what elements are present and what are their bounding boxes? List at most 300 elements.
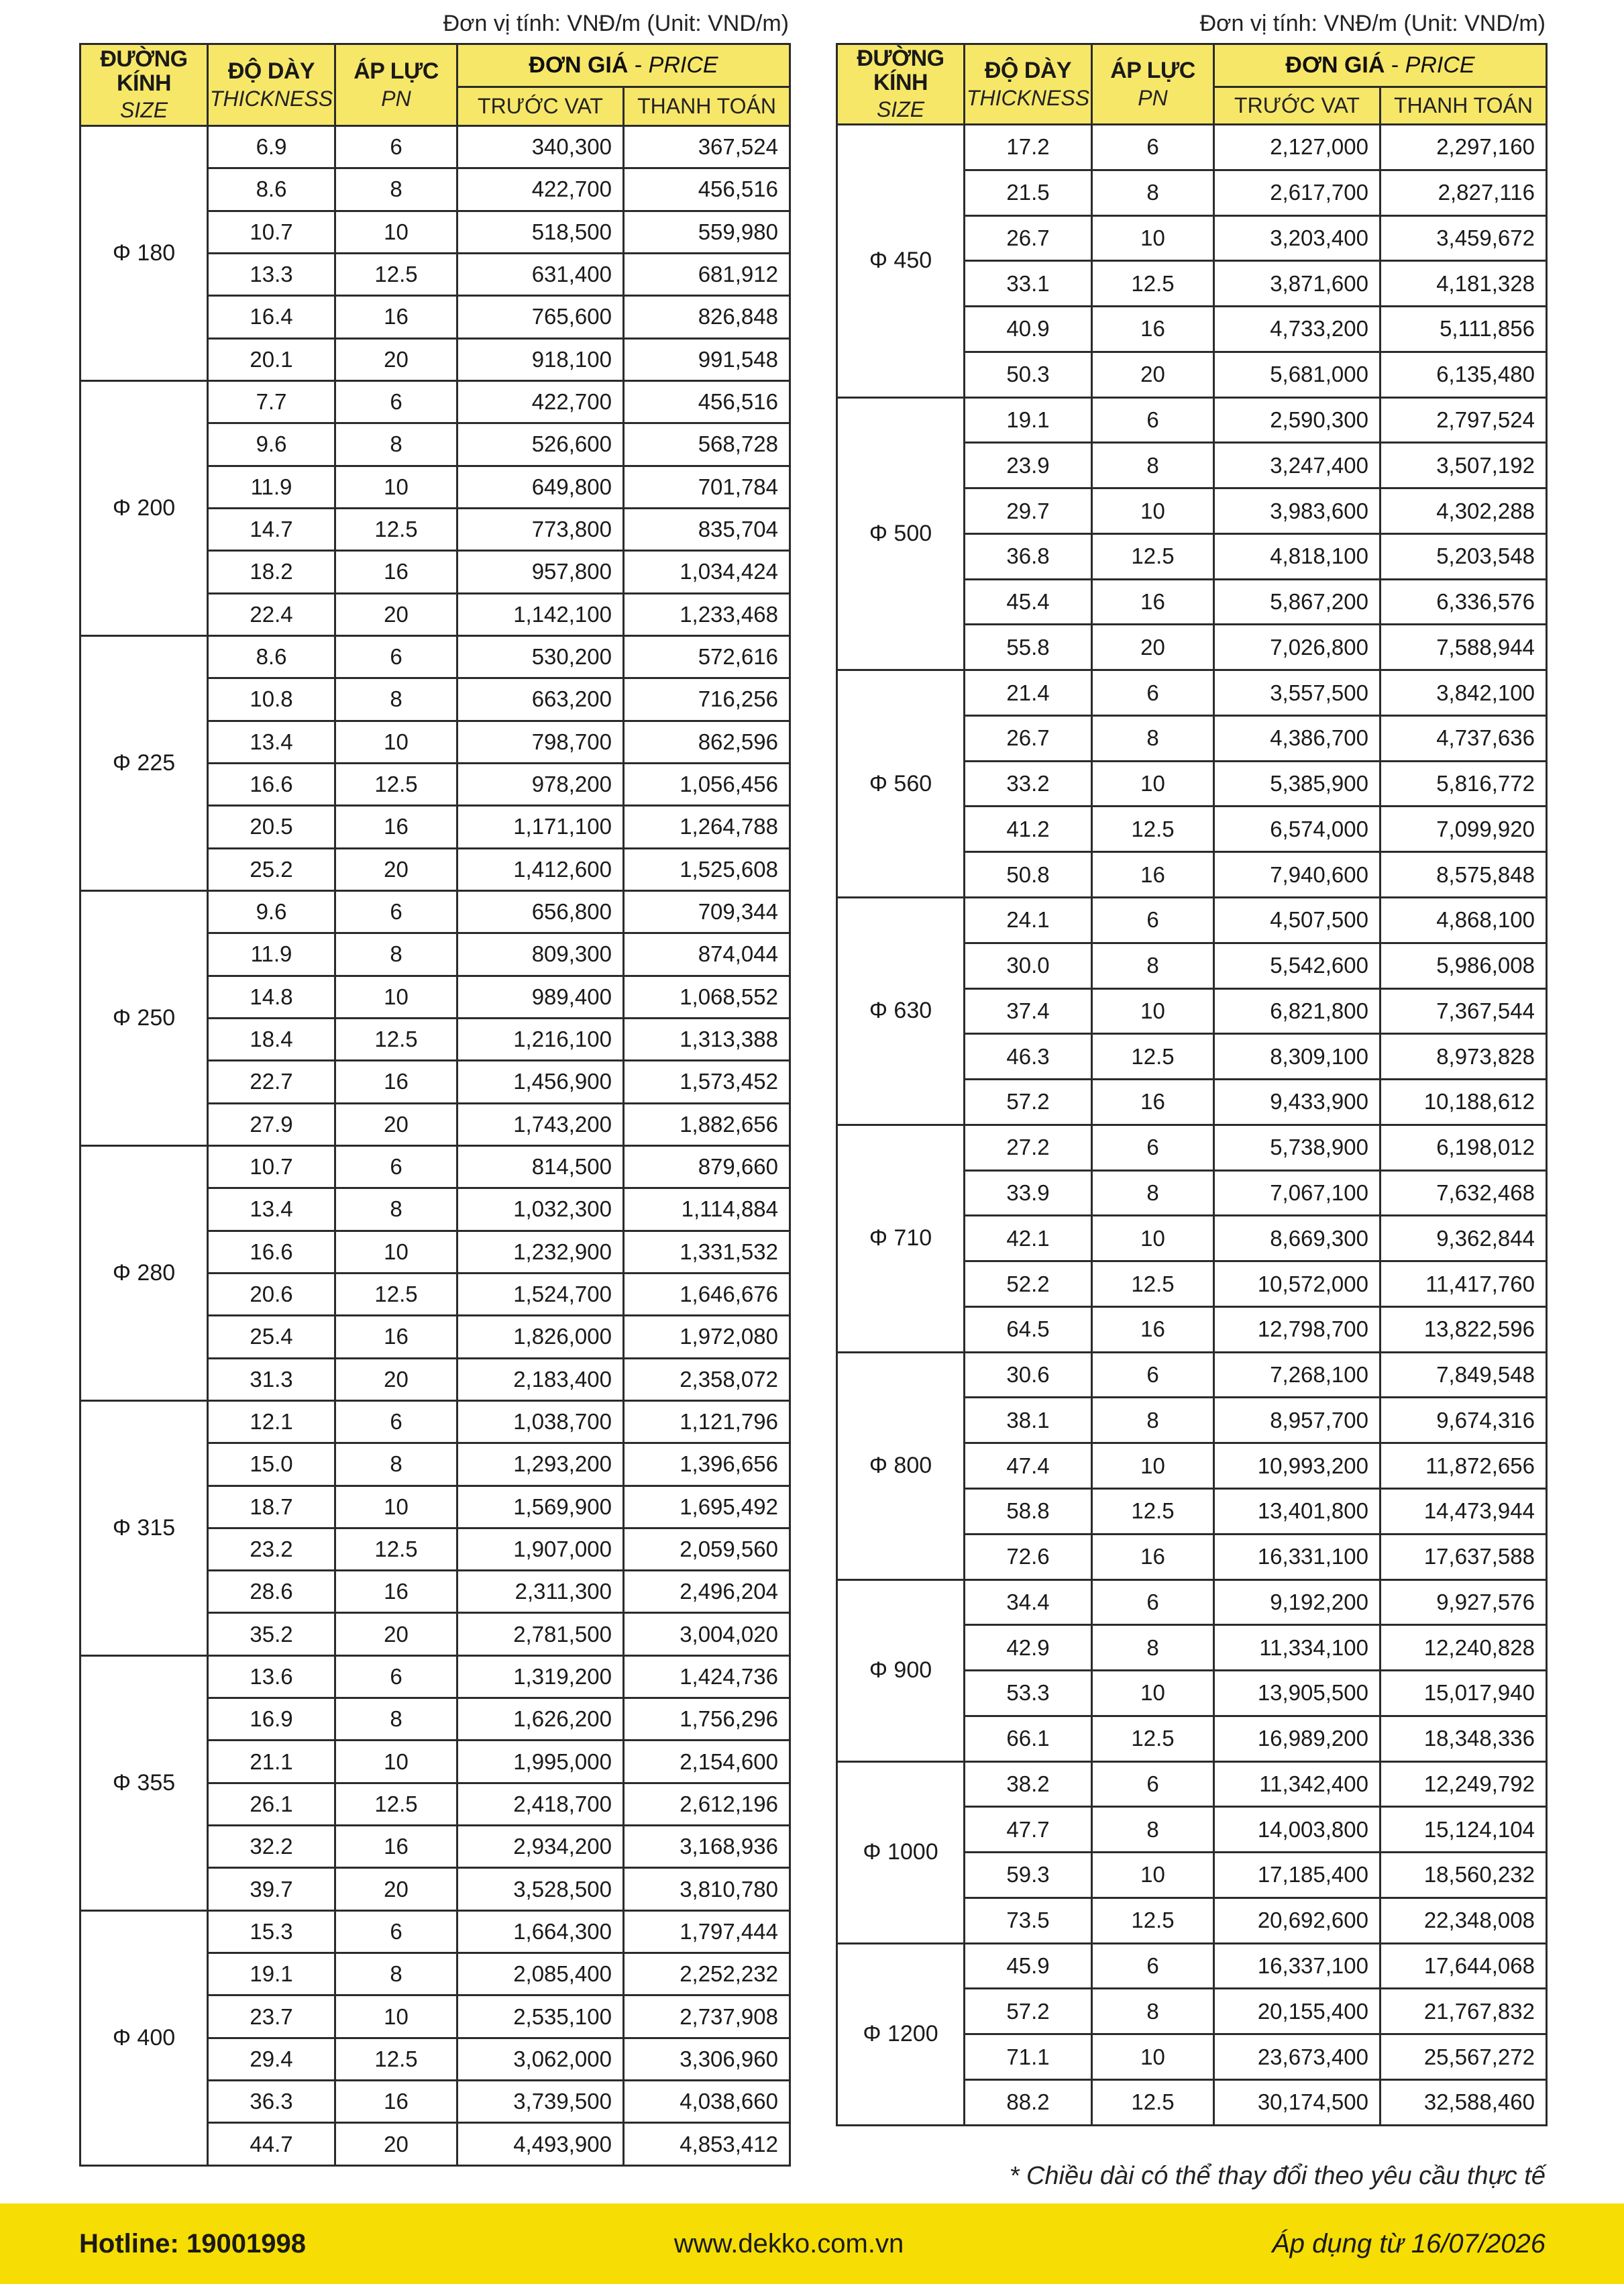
pressure-cell: 12.5 [1092,261,1214,307]
thickness-cell: 50.3 [965,352,1092,397]
pressure-cell: 6 [1092,1943,1214,1989]
price-before-vat-cell: 7,026,800 [1214,625,1381,670]
price-total-cell: 6,336,576 [1381,579,1547,625]
price-before-vat-cell: 989,400 [457,976,624,1018]
price-before-vat-cell: 8,669,300 [1214,1216,1381,1261]
price-total-cell: 3,168,936 [624,1826,790,1868]
pressure-cell: 6 [1092,397,1214,443]
price-total-cell: 3,004,020 [624,1613,790,1655]
price-before-vat-cell: 422,700 [457,168,624,211]
thickness-cell: 13.4 [208,1188,335,1231]
header-pressure-vn: ÁP LỰC [1110,57,1195,83]
pressure-cell: 8 [1092,1625,1214,1671]
price-before-vat-cell: 16,337,100 [1214,1943,1381,1989]
price-before-vat-cell: 1,907,000 [457,1528,624,1570]
table-row [837,1579,1547,1625]
thickness-cell: 10.7 [208,211,335,253]
pressure-cell: 8 [1092,943,1214,988]
price-total-cell: 1,313,388 [624,1018,790,1060]
price-before-vat-cell: 1,569,900 [457,1486,624,1528]
price-total-cell: 7,367,544 [1381,988,1547,1034]
price-total-cell: 17,637,588 [1381,1534,1547,1579]
pressure-cell: 6 [335,635,457,678]
pressure-cell: 8 [335,1443,457,1486]
header-thickness-en: THICKNESS [209,86,333,111]
price-total-cell: 862,596 [624,721,790,763]
price-total-cell: 12,249,792 [1381,1761,1547,1807]
pressure-cell: 10 [1092,1216,1214,1261]
price-before-vat-cell: 11,342,400 [1214,1761,1381,1807]
table-header [80,44,790,126]
price-total-cell: 22,348,008 [1381,1898,1547,1943]
thickness-cell: 16.6 [208,763,335,805]
price-table-left [79,43,791,2167]
pressure-cell: 10 [335,721,457,763]
price-before-vat-cell: 957,800 [457,551,624,593]
header-price-separator: - [1385,52,1405,78]
price-before-vat-cell: 7,067,100 [1214,1170,1381,1216]
pressure-cell: 6 [1092,1352,1214,1398]
header-size-en: SIZE [876,97,925,122]
pressure-cell: 8 [1092,170,1214,215]
thickness-cell: 10.8 [208,678,335,721]
price-before-vat-cell: 656,800 [457,890,624,933]
price-total-cell: 5,816,772 [1381,761,1547,807]
price-before-vat-cell: 4,818,100 [1214,533,1381,579]
thickness-cell: 23.7 [208,1995,335,2038]
price-before-vat-cell: 6,574,000 [1214,807,1381,852]
thickness-cell: 18.2 [208,551,335,593]
price-total-cell: 15,017,940 [1381,1671,1547,1716]
table-header [837,44,1547,125]
price-before-vat-cell: 8,309,100 [1214,1034,1381,1080]
header-price [457,44,790,87]
thickness-cell: 45.9 [965,1943,1092,1989]
price-before-vat-cell: 422,700 [457,380,624,423]
pressure-cell: 16 [1092,852,1214,898]
pressure-cell: 16 [335,296,457,338]
thickness-cell: 71.1 [965,2034,1092,2080]
size-cell: Φ 560 [837,670,965,898]
header-thickness-en: THICKNESS [966,85,1090,110]
price-before-vat-cell: 9,192,200 [1214,1579,1381,1625]
price-total-cell: 11,872,656 [1381,1443,1547,1489]
thickness-cell: 9.6 [208,423,335,466]
table-body [837,125,1547,2126]
price-before-vat-cell: 12,798,700 [1214,1306,1381,1352]
header-pressure [1092,44,1214,125]
thickness-cell: 20.1 [208,338,335,380]
price-before-vat-cell: 10,572,000 [1214,1261,1381,1307]
price-total-cell: 18,560,232 [1381,1853,1547,1898]
pressure-cell: 8 [335,1953,457,1995]
table-row [80,890,790,933]
pressure-cell: 10 [335,211,457,253]
price-before-vat-cell: 1,664,300 [457,1910,624,1953]
header-price-en: PRICE [1405,52,1475,78]
table-row [837,1761,1547,1807]
price-total-cell: 2,827,116 [1381,170,1547,215]
price-total-cell: 2,496,204 [624,1571,790,1613]
price-before-vat-cell: 16,989,200 [1214,1716,1381,1761]
pressure-cell: 20 [335,338,457,380]
pressure-cell: 8 [1092,1989,1214,2034]
size-cell: Φ 450 [837,125,965,398]
price-total-cell: 7,849,548 [1381,1352,1547,1398]
price-before-vat-cell: 765,600 [457,296,624,338]
thickness-cell: 44.7 [208,2123,335,2165]
pressure-cell: 10 [1092,488,1214,534]
thickness-cell: 25.4 [208,1316,335,1358]
pressure-cell: 6 [1092,1579,1214,1625]
thickness-cell: 40.9 [965,307,1092,352]
pressure-cell: 12.5 [1092,1716,1214,1761]
thickness-cell: 58.8 [965,1488,1092,1534]
price-table-right [836,43,1548,2126]
price-before-vat-cell: 3,557,500 [1214,670,1381,716]
pressure-cell: 8 [335,933,457,976]
header-size-vn: ĐƯỜNG KÍNH [857,46,944,95]
pressure-cell: 12.5 [335,2038,457,2080]
price-total-cell: 1,972,080 [624,1316,790,1358]
thickness-cell: 66.1 [965,1716,1092,1761]
pressure-cell: 20 [335,848,457,890]
price-before-vat-cell: 1,293,200 [457,1443,624,1486]
price-total-cell: 8,575,848 [1381,852,1547,898]
pressure-cell: 16 [1092,307,1214,352]
header-pressure [335,44,457,126]
table-row [80,1910,790,1953]
price-before-vat-cell: 5,867,200 [1214,579,1381,625]
price-before-vat-cell: 918,100 [457,338,624,380]
header-total: THANH TOÁN [1381,87,1547,125]
pressure-cell: 12.5 [1092,2079,1214,2125]
thickness-cell: 9.6 [208,890,335,933]
pressure-cell: 10 [335,1995,457,2038]
price-total-cell: 1,882,656 [624,1103,790,1145]
table-row [837,397,1547,443]
price-total-cell: 1,695,492 [624,1486,790,1528]
price-total-cell: 367,524 [624,126,790,168]
hotline-text: Hotline: 19001998 [79,2228,306,2259]
pressure-cell: 20 [335,2123,457,2165]
pressure-cell: 8 [335,1188,457,1231]
price-before-vat-cell: 1,038,700 [457,1400,624,1443]
price-total-cell: 991,548 [624,338,790,380]
price-total-cell: 1,573,452 [624,1061,790,1103]
pressure-cell: 10 [335,466,457,508]
price-before-vat-cell: 1,412,600 [457,848,624,890]
header-thickness-vn: ĐỘ DÀY [227,58,315,84]
thickness-cell: 17.2 [965,125,1092,170]
thickness-cell: 30.6 [965,1352,1092,1398]
pressure-cell: 16 [1092,1080,1214,1125]
website-link[interactable]: www.dekko.com.vn [673,2228,904,2259]
thickness-cell: 34.4 [965,1579,1092,1625]
price-total-cell: 14,473,944 [1381,1488,1547,1534]
thickness-cell: 26.7 [965,215,1092,261]
table-row [80,126,790,168]
price-before-vat-cell: 1,171,100 [457,806,624,848]
pressure-cell: 20 [335,1103,457,1145]
price-total-cell: 3,810,780 [624,1868,790,1910]
price-before-vat-cell: 10,993,200 [1214,1443,1381,1489]
pressure-cell: 10 [1092,1671,1214,1716]
thickness-cell: 29.7 [965,488,1092,534]
pressure-cell: 12.5 [335,508,457,550]
price-total-cell: 5,203,548 [1381,533,1547,579]
thickness-cell: 19.1 [208,1953,335,1995]
pressure-cell: 6 [1092,670,1214,716]
pressure-cell: 6 [335,1145,457,1188]
thickness-cell: 22.4 [208,593,335,635]
pressure-cell: 20 [335,1613,457,1655]
price-total-cell: 5,986,008 [1381,943,1547,988]
header-price-vn: ĐƠN GIÁ [1285,52,1385,78]
pressure-cell: 12.5 [1092,1261,1214,1307]
price-total-cell: 17,644,068 [1381,1943,1547,1989]
thickness-cell: 14.8 [208,976,335,1018]
header-pressure-en: PN [1138,85,1168,110]
header-size-vn: ĐƯỜNG KÍNH [100,46,188,96]
unit-note: Đơn vị tính: VNĐ/m (Unit: VND/m) [443,10,789,36]
price-before-vat-cell: 3,983,600 [1214,488,1381,534]
table-row [80,1400,790,1443]
pressure-cell: 8 [1092,715,1214,761]
thickness-cell: 27.9 [208,1103,335,1145]
price-before-vat-cell: 1,524,700 [457,1273,624,1315]
thickness-cell: 73.5 [965,1898,1092,1943]
header-size-en: SIZE [119,98,168,123]
price-total-cell: 10,188,612 [1381,1080,1547,1125]
price-before-vat-cell: 2,127,000 [1214,125,1381,170]
size-cell: Φ 225 [80,635,208,890]
price-before-vat-cell: 16,331,100 [1214,1534,1381,1579]
price-before-vat-cell: 809,300 [457,933,624,976]
thickness-cell: 27.2 [965,1125,1092,1170]
size-cell: Φ 200 [80,380,208,635]
pressure-cell: 16 [335,1826,457,1868]
thickness-cell: 50.8 [965,852,1092,898]
price-total-cell: 681,912 [624,253,790,295]
price-total-cell: 2,154,600 [624,1741,790,1783]
price-total-cell: 1,056,456 [624,763,790,805]
price-total-cell: 3,507,192 [1381,443,1547,488]
thickness-cell: 57.2 [965,1989,1092,2034]
thickness-cell: 59.3 [965,1853,1092,1898]
price-total-cell: 4,181,328 [1381,261,1547,307]
price-before-vat-cell: 1,743,200 [457,1103,624,1145]
pressure-cell: 12.5 [335,763,457,805]
price-total-cell: 2,358,072 [624,1358,790,1400]
price-total-cell: 879,660 [624,1145,790,1188]
price-before-vat-cell: 7,940,600 [1214,852,1381,898]
thickness-cell: 72.6 [965,1534,1092,1579]
table-row [80,1145,790,1188]
price-total-cell: 1,396,656 [624,1443,790,1486]
thickness-cell: 52.2 [965,1261,1092,1307]
table-row [80,1655,790,1698]
price-total-cell: 2,797,524 [1381,397,1547,443]
pressure-cell: 10 [335,1741,457,1783]
price-before-vat-cell: 4,733,200 [1214,307,1381,352]
price-before-vat-cell: 4,493,900 [457,2123,624,2165]
pressure-cell: 16 [335,551,457,593]
pressure-cell: 10 [1092,215,1214,261]
price-before-vat-cell: 649,800 [457,466,624,508]
thickness-cell: 14.7 [208,508,335,550]
thickness-cell: 6.9 [208,126,335,168]
pressure-cell: 6 [335,380,457,423]
table-row [837,1943,1547,1989]
thickness-cell: 29.4 [208,2038,335,2080]
pressure-cell: 8 [1092,1398,1214,1443]
pressure-cell: 12.5 [1092,1034,1214,1080]
thickness-cell: 38.1 [965,1398,1092,1443]
thickness-cell: 46.3 [965,1034,1092,1080]
price-before-vat-cell: 8,957,700 [1214,1398,1381,1443]
pressure-cell: 8 [1092,443,1214,488]
pressure-cell: 20 [335,1868,457,1910]
price-before-vat-cell: 5,542,600 [1214,943,1381,988]
price-total-cell: 6,135,480 [1381,352,1547,397]
thickness-cell: 31.3 [208,1358,335,1400]
pressure-cell: 20 [1092,352,1214,397]
thickness-cell: 12.1 [208,1400,335,1443]
thickness-cell: 33.2 [965,761,1092,807]
pressure-cell: 6 [335,126,457,168]
header-total: THANH TOÁN [624,87,790,126]
thickness-cell: 22.7 [208,1061,335,1103]
thickness-cell: 55.8 [965,625,1092,670]
price-total-cell: 456,516 [624,168,790,211]
pressure-cell: 20 [335,1358,457,1400]
table-row [837,670,1547,716]
price-panel-left [79,0,789,2167]
pressure-cell: 16 [1092,1306,1214,1352]
pressure-cell: 8 [335,678,457,721]
pressure-cell: 16 [335,1571,457,1613]
pressure-cell: 12.5 [335,1528,457,1570]
price-before-vat-cell: 3,739,500 [457,2081,624,2123]
pressure-cell: 10 [1092,988,1214,1034]
pressure-cell: 6 [1092,898,1214,943]
price-total-cell: 13,822,596 [1381,1306,1547,1352]
pressure-cell: 8 [335,168,457,211]
thickness-cell: 23.9 [965,443,1092,488]
pressure-cell: 8 [335,423,457,466]
price-before-vat-cell: 2,934,200 [457,1826,624,1868]
header-size [837,44,965,125]
price-total-cell: 2,059,560 [624,1528,790,1570]
header-pressure-vn: ÁP LỰC [354,58,439,84]
pressure-cell: 12.5 [1092,1898,1214,1943]
price-before-vat-cell: 663,200 [457,678,624,721]
price-before-vat-cell: 7,268,100 [1214,1352,1381,1398]
price-total-cell: 9,927,576 [1381,1579,1547,1625]
header-before-vat: TRƯỚC VAT [1214,87,1381,125]
price-total-cell: 7,632,468 [1381,1170,1547,1216]
price-total-cell: 18,348,336 [1381,1716,1547,1761]
price-before-vat-cell: 2,590,300 [1214,397,1381,443]
price-total-cell: 7,099,920 [1381,807,1547,852]
price-before-vat-cell: 9,433,900 [1214,1080,1381,1125]
price-total-cell: 4,853,412 [624,2123,790,2165]
price-total-cell: 11,417,760 [1381,1261,1547,1307]
header-thickness [208,44,335,126]
price-before-vat-cell: 3,528,500 [457,1868,624,1910]
thickness-cell: 16.4 [208,296,335,338]
thickness-cell: 10.7 [208,1145,335,1188]
thickness-cell: 47.7 [965,1807,1092,1853]
price-total-cell: 1,114,884 [624,1188,790,1231]
price-total-cell: 3,306,960 [624,2038,790,2080]
price-before-vat-cell: 5,738,900 [1214,1125,1381,1170]
pressure-cell: 12.5 [335,1783,457,1825]
thickness-cell: 33.1 [965,261,1092,307]
price-before-vat-cell: 5,385,900 [1214,761,1381,807]
price-before-vat-cell: 798,700 [457,721,624,763]
price-before-vat-cell: 20,155,400 [1214,1989,1381,2034]
price-before-vat-cell: 14,003,800 [1214,1807,1381,1853]
price-before-vat-cell: 1,232,900 [457,1231,624,1273]
pressure-cell: 6 [1092,1761,1214,1807]
price-before-vat-cell: 3,203,400 [1214,215,1381,261]
thickness-cell: 32.2 [208,1826,335,1868]
table-row [837,125,1547,170]
pressure-cell: 12.5 [1092,807,1214,852]
price-before-vat-cell: 1,826,000 [457,1316,624,1358]
header-size [80,44,208,126]
price-before-vat-cell: 3,871,600 [1214,261,1381,307]
price-panel-right [836,0,1546,2126]
price-total-cell: 826,848 [624,296,790,338]
pressure-cell: 16 [335,2081,457,2123]
thickness-cell: 23.2 [208,1528,335,1570]
pressure-cell: 12.5 [335,253,457,295]
thickness-cell: 16.6 [208,1231,335,1273]
thickness-cell: 21.1 [208,1741,335,1783]
price-total-cell: 3,459,672 [1381,215,1547,261]
effective-date: Áp dụng từ 16/07/2026 [1272,2228,1546,2259]
size-cell: Φ 500 [837,397,965,670]
pressure-cell: 10 [1092,2034,1214,2080]
pressure-cell: 6 [335,1910,457,1953]
thickness-cell: 37.4 [965,988,1092,1034]
size-cell: Φ 1000 [837,1761,965,1943]
thickness-cell: 38.2 [965,1761,1092,1807]
table-row [80,380,790,423]
price-total-cell: 1,121,796 [624,1400,790,1443]
header-price-vn: ĐƠN GIÁ [529,52,629,78]
price-before-vat-cell: 13,401,800 [1214,1488,1381,1534]
thickness-cell: 42.1 [965,1216,1092,1261]
pressure-cell: 6 [335,890,457,933]
pressure-cell: 12.5 [1092,533,1214,579]
thickness-cell: 36.3 [208,2081,335,2123]
price-total-cell: 4,038,660 [624,2081,790,2123]
thickness-cell: 53.3 [965,1671,1092,1716]
price-total-cell: 1,525,608 [624,848,790,890]
thickness-cell: 19.1 [965,397,1092,443]
table-row [837,898,1547,943]
thickness-cell: 30.0 [965,943,1092,988]
price-before-vat-cell: 23,673,400 [1214,2034,1381,2080]
pressure-cell: 6 [335,1400,457,1443]
header-price-separator: - [628,52,649,78]
thickness-cell: 41.2 [965,807,1092,852]
size-cell: Φ 250 [80,890,208,1145]
